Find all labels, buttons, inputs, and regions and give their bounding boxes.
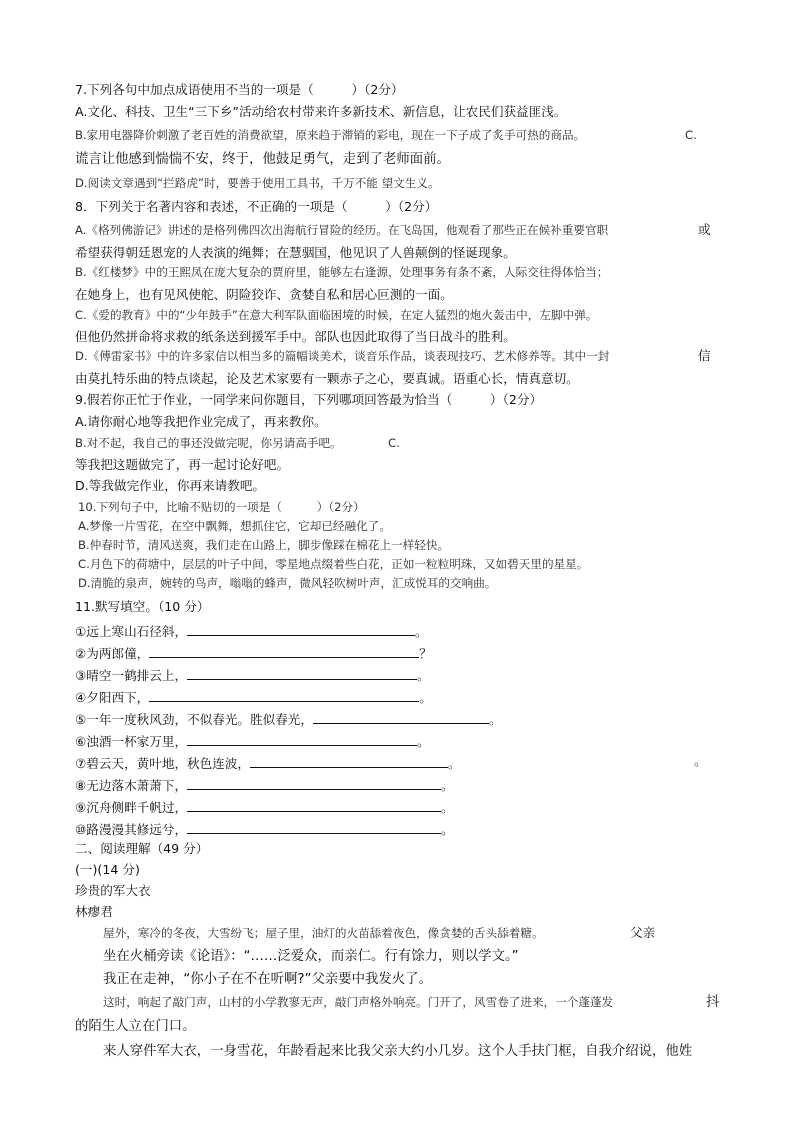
q10-option-b: B.仲春时节，清风送爽，我们走在山路上，脚步像踩在棉花上一样轻快。	[78, 538, 450, 552]
q11-item-text: ⑦碧云天，黄叶地，秋色连波，	[75, 756, 251, 771]
q11-item-text: ③晴空一鹤排云上，	[75, 668, 188, 683]
article-paragraph-1-tail: 父亲	[630, 925, 656, 940]
article-paragraph-4-tail: 抖	[706, 995, 720, 1010]
answer-blank[interactable]	[187, 799, 441, 812]
q11-item-text: ①远上寒山石径斜，	[75, 624, 188, 639]
q9-option-c-label: C.	[388, 436, 400, 450]
q9-option-a: A.请你耐心地等我把作业完成了，再来教你。	[75, 414, 327, 429]
q11-item-end: 。	[417, 734, 430, 749]
q9-title: 9.假若你正忙于作业，一同学来问你题目，下列哪项回答最为恰当（ ）（2分）	[75, 392, 543, 407]
answer-blank[interactable]	[187, 733, 417, 746]
q11-item-1	[75, 623, 428, 639]
q8-option-a-line1: A.《格列佛游记》讲述的是格列佛四次出海航行冒险的经历。在飞岛国，他观看了那些正在候补重要官职	[75, 223, 609, 237]
q11-item-7-end2: 。	[694, 753, 707, 768]
article-title: 珍贵的军大衣	[75, 883, 151, 898]
q11-item-end: 。	[419, 690, 432, 705]
q11-item-8	[75, 777, 454, 793]
q11-item-end: 。	[417, 668, 430, 683]
q11-item-text: ⑧无边落木萧萧下，	[75, 778, 188, 793]
q8-option-b-line1: B.《红楼梦》中的王熙凤在庞大复杂的贾府里，能够左右逢源，处理事务有条不紊，人际交往得体恰当；	[75, 265, 609, 279]
q8-option-b-line2: 在她身上，也有见风使舵、阴险狡诈、贪婪自私和居心叵测的一面。	[75, 287, 453, 302]
q11-item-9	[75, 799, 454, 815]
q11-item-text: ②为两郎僮，	[75, 646, 150, 661]
q8-option-d-line2: 由莫扎特乐曲的特点谈起，论及艺术家要有一颗赤子之心，要真诚。语重心长，情真意切。	[75, 371, 579, 386]
q8-option-a-line1-tail: 或	[698, 222, 711, 237]
q8-option-c-line2: 但他仍然拼命将求救的纸条送到援军手中。部队也因此取得了当日战斗的胜利。	[75, 329, 516, 344]
q8-option-a-line2: 希望获得朝廷恩宠的人表演的绳舞；在慧骃国，他见识了人兽颠倒的怪诞现象。	[75, 245, 516, 260]
q11-item-4	[75, 689, 432, 705]
q11-item-end: 。	[488, 712, 502, 727]
q11-item-text: ⑤一年一度秋风劲，不似春光。胜似春光，	[75, 712, 313, 727]
q10-option-c: C.月色下的荷塘中，层层的叶子中间，零星地点缀着些白花，正如一粒粒明珠，又如碧天里的星星。	[78, 557, 589, 571]
q11-item-7	[75, 755, 461, 771]
q11-item-10	[75, 821, 454, 837]
q11-item-6	[75, 733, 430, 749]
q11-item-end: ？	[419, 646, 432, 661]
answer-blank[interactable]	[187, 777, 441, 790]
q11-item-text: ⑩路漫漫其修远兮，	[75, 822, 188, 837]
q11-item-3	[75, 667, 430, 683]
q11-item-text: ⑥浊酒一杯家万里，	[75, 734, 188, 749]
q10-option-a: A.梦像一片雪花，在空中飘舞，想抓住它，它却已经融化了。	[78, 519, 391, 533]
reading-part-label: (一)(14 分)	[75, 862, 140, 877]
q7-option-c-label: C.	[685, 128, 697, 142]
answer-blank[interactable]	[187, 623, 415, 636]
q7-option-d: D.阅读文章遇到“拦路虎”时，要善于使用工具书，千万不能 望文生义。	[75, 176, 440, 190]
q11-item-end: 。	[441, 822, 454, 837]
q8-option-d-line1: D.《傅雷家书》中的许多家信以相当多的篇幅谈美术，谈音乐作品，谈表现技巧、艺术修养等。其中一封	[75, 349, 610, 363]
article-paragraph-5: 的陌生人立在门口。	[75, 1019, 196, 1034]
q9-option-b: B.对不起，我自己的事还没做完呢，你另请高手吧。	[75, 436, 342, 450]
q7-option-c: 谎言让他感到惴惴不安，终于，他鼓足勇气，走到了老师面前。	[75, 152, 450, 167]
q11-item-2	[75, 645, 432, 661]
q11-item-5	[75, 711, 502, 727]
article-paragraph-4: 这时，响起了敲门声，山村的小学教寥无声，敲门声格外响亮。门开了，风雪卷了进来，一个蓬蓬发	[103, 995, 614, 1009]
q7-title: 7.下列各句中加点成语使用不当的一项是（ ）（2分）	[75, 82, 404, 97]
reading-section-title: 二、阅读理解（49 分）	[75, 841, 209, 856]
q7-option-b: B.家用电器降价刺激了老百姓的消费欲望，原来趋于滞销的彩电，现在一下子成了炙手可热的商品。	[75, 128, 586, 142]
answer-blank[interactable]	[187, 667, 417, 680]
q10-option-d: D.清脆的泉声，婉转的鸟声，嗡嗡的蜂声，微风轻吹树叶声，汇成悦耳的交响曲。	[78, 576, 497, 590]
q11-item-end: 。	[441, 800, 454, 815]
q11-item-text: ④夕阳西下，	[75, 690, 150, 705]
answer-blank[interactable]	[149, 645, 419, 658]
q8-option-c-line1: C.《爱的教育》中的“少年鼓手”在意大利军队面临困境的时候，在定人猛烈的炮火轰击中，左脚中弹。	[75, 308, 598, 322]
q10-title: 10.下列句子中，比喻不贴切的一项是（ ）（2分）	[78, 500, 365, 514]
article-author: 林瘳君	[75, 904, 113, 919]
q7-option-a: A.文化、科技、卫生“三下乡”活动给农村带来许多新技术、新信息，让农民们获益匪浅。	[75, 104, 567, 119]
article-paragraph-1: 屋外，寒冷的冬夜，大雪纷飞；屋子里，油灯的火苗舔着夜色，像贪婪的舌头舔着糖。	[103, 926, 544, 940]
answer-blank[interactable]	[187, 821, 441, 834]
article-paragraph-6: 来人穿件军大衣，一身雪花，年龄看起来比我父亲大约小几岁。这个人手扶门框，自我介绍说，他姓	[103, 1044, 693, 1059]
q11-item-end: 。	[441, 778, 454, 793]
q11-item-end: 。	[415, 624, 428, 639]
q11-item-text: ⑨沉舟侧畔千帆过，	[75, 800, 188, 815]
article-paragraph-2: 坐在火桶旁读《论语》：“……泛爱众，而亲仁。行有馀力，则以学文。”	[103, 949, 519, 964]
article-paragraph-3: 我正在走神，“你小子在不在听啊?”父亲要中我发火了。	[103, 972, 432, 987]
q11-title: 11.默写填空。（10 分）	[75, 599, 210, 614]
q9-option-c: 等我把这题做完了，再一起讨论好吧。	[75, 457, 290, 472]
q11-item-end: 。	[448, 756, 461, 771]
q8-title: 8．下列关于名著内容和表述，不正确的一项是（ ）（2分）	[75, 199, 438, 214]
q8-option-d-line1-tail: 信	[698, 348, 711, 363]
q9-option-d: D.等我做完作业，你再来请教吧。	[75, 478, 266, 493]
answer-blank[interactable]	[250, 755, 448, 768]
answer-blank[interactable]	[313, 711, 489, 724]
answer-blank[interactable]	[149, 689, 419, 702]
